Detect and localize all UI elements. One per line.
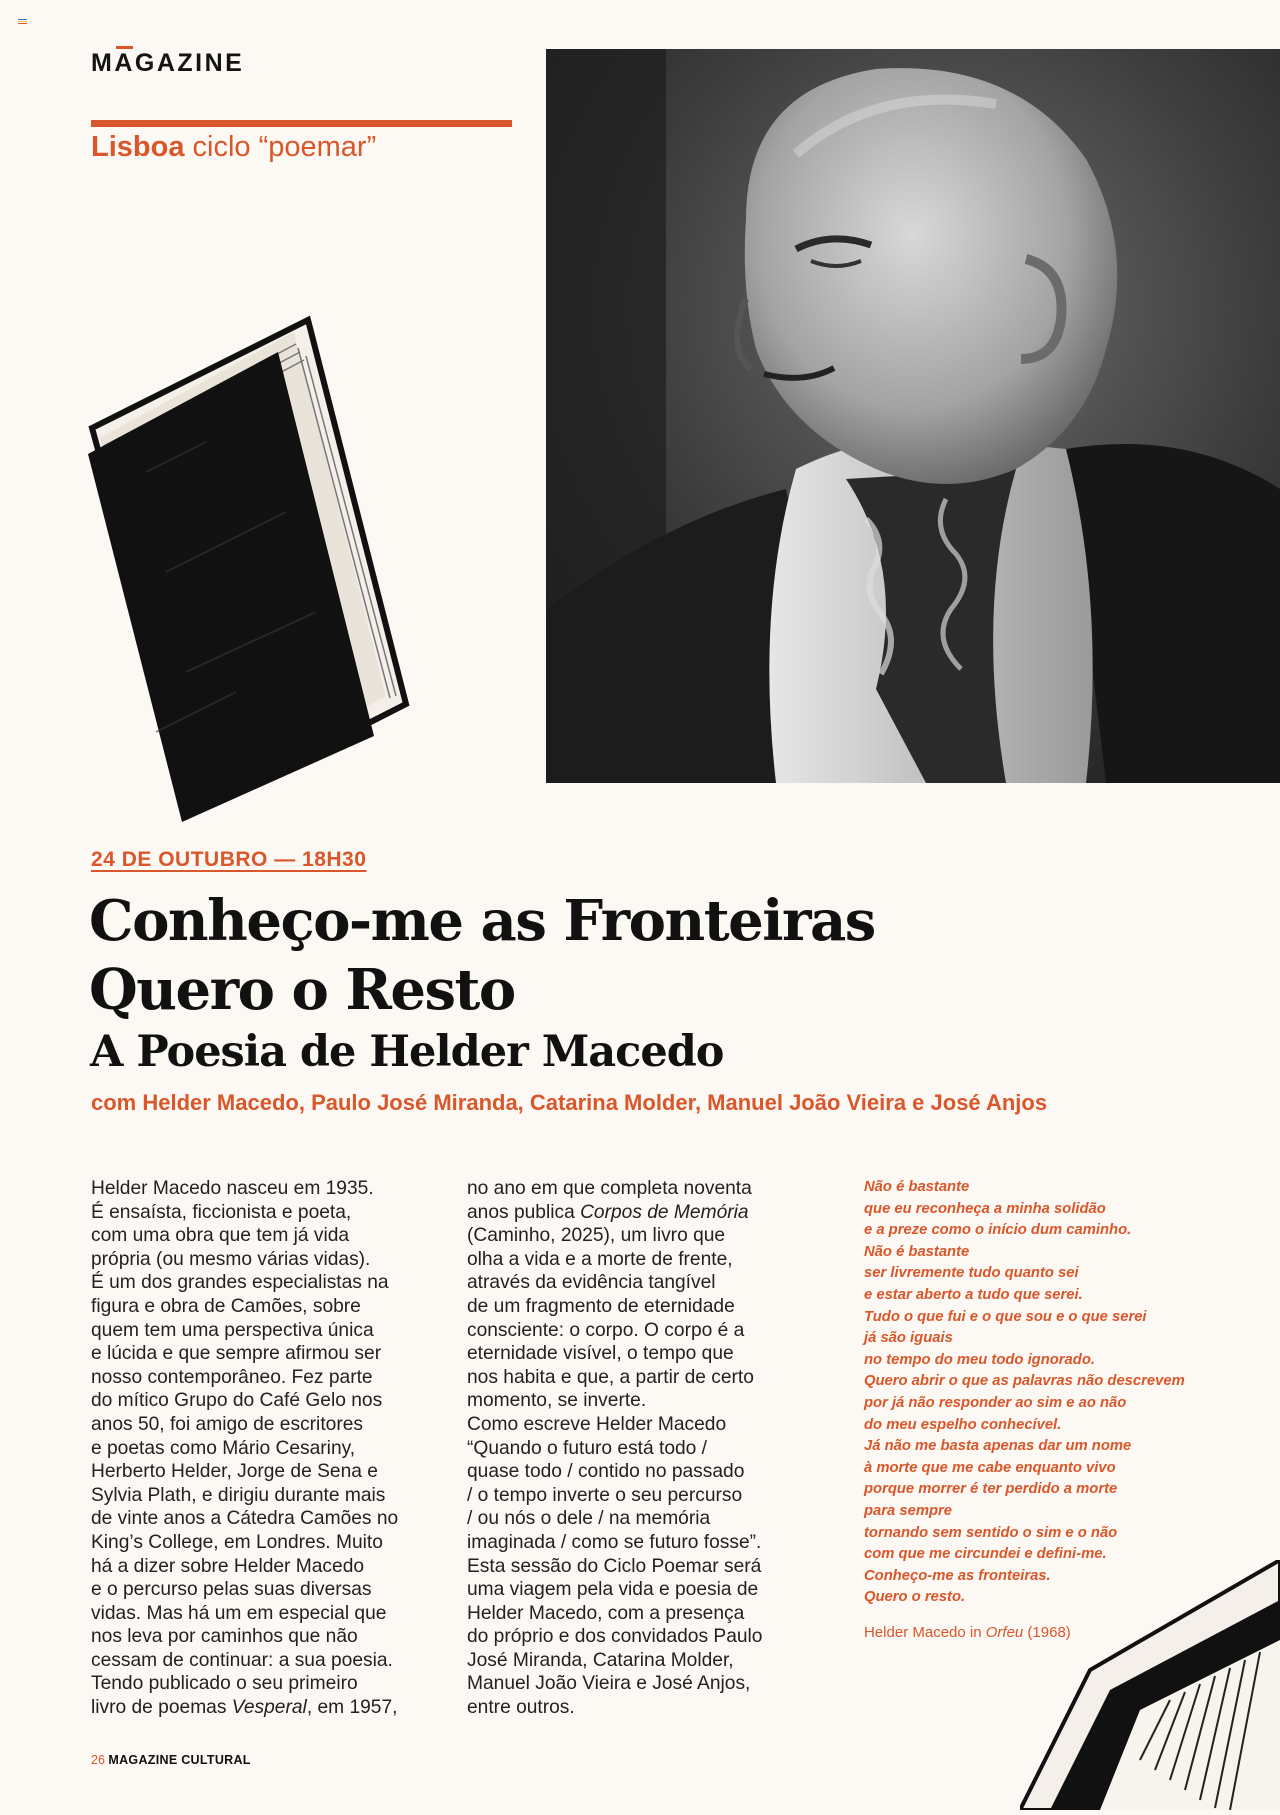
body-line: figura e obra de Camões, sobre — [91, 1295, 361, 1317]
kicker-rule — [91, 120, 512, 127]
body-line: imaginada / como se futuro fosse”. — [467, 1531, 762, 1553]
poem-line: ser livremente tudo quanto sei — [864, 1265, 1079, 1282]
book-illustration — [86, 312, 422, 822]
body-line: nos leva por caminhos que não — [91, 1626, 358, 1648]
poem-line: para sempre — [864, 1502, 953, 1519]
body-line: quem tem uma perspectiva única — [91, 1319, 374, 1341]
body-line: uma viagem pela vida e poesia de — [467, 1579, 759, 1601]
book-icon — [86, 312, 422, 822]
body-line: e poetas como Mário Cesariny, — [91, 1437, 356, 1459]
kicker-cycle: ciclo “poemar” — [192, 131, 377, 163]
flag-icon — [18, 19, 27, 24]
body-line: “Quando o futuro está todo / — [467, 1437, 708, 1459]
body-line: King’s College, em Londres. Muito — [91, 1531, 383, 1553]
body-line: Sylvia Plath, e dirigiu durante mais — [91, 1484, 386, 1506]
body-line: de vinte anos a Cátedra Camões no — [91, 1508, 399, 1530]
body-line: (Caminho, 2025), um livro que — [467, 1225, 726, 1247]
poem-line: à morte que me cabe enquanto vivo — [864, 1459, 1116, 1476]
portrait-photo — [546, 49, 1280, 783]
body-line: há a dizer sobre Helder Macedo — [91, 1555, 365, 1577]
footer-magazine-name: MAGAZINE CULTURAL — [108, 1753, 251, 1767]
body-line: / o tempo inverte o seu percurso — [467, 1484, 743, 1506]
poem-line: no tempo do meu todo ignorado. — [864, 1351, 1095, 1368]
body-line: Herberto Helder, Jorge de Sena e — [91, 1461, 378, 1483]
event-title-line-2: Quero o Resto — [89, 957, 515, 1023]
body-line: momento, se inverte. — [467, 1390, 647, 1412]
body-line: quase todo / contido no passado — [467, 1461, 745, 1483]
event-date: 24 DE OUTUBRO — 18H30 — [91, 848, 367, 871]
poem-credit: Helder Macedo in Orfeu (1968) — [864, 1624, 1071, 1641]
body-line: anos 50, foi amigo de escritores — [91, 1413, 363, 1435]
poem-line: Quero abrir o que as palavras não descrevem — [864, 1373, 1185, 1390]
body-line: Tendo publicado o seu primeiro — [91, 1673, 358, 1695]
body-column-2 — [467, 1177, 817, 1720]
body-line: eternidade visível, o tempo que — [467, 1343, 734, 1365]
body-line: olha a vida e a morte de frente, — [467, 1248, 733, 1270]
poem-line: porque morrer é ter perdido a morte — [864, 1481, 1118, 1498]
body-line: nosso contemporâneo. Fez parte — [91, 1366, 373, 1388]
open-book-illustration — [1020, 1560, 1280, 1810]
poem-line: e a preze como o início dum caminho. — [864, 1222, 1132, 1239]
body-line: Helder Macedo, com a presença — [467, 1602, 745, 1624]
body-line: através da evidência tangível — [467, 1272, 716, 1294]
poem-line: já são iguais — [864, 1330, 953, 1347]
magazine-logo: MAGAZINE — [91, 49, 245, 77]
body-line: e lúcida e que sempre afirmou ser — [91, 1343, 382, 1365]
body-line: entre outros. — [467, 1697, 575, 1719]
poem-line: Não é bastante — [864, 1179, 970, 1195]
body-line: consciente: o corpo. O corpo é a — [467, 1319, 745, 1341]
poem-line: que eu reconheça a minha solidão — [864, 1200, 1106, 1217]
open-book-icon — [1020, 1560, 1280, 1810]
poem-line: Não é bastante — [864, 1243, 970, 1260]
body-column-1 — [91, 1177, 441, 1720]
body-line: nos habita e que, a partir de certo — [467, 1366, 754, 1388]
body-line: e o percurso pelas suas diversas — [91, 1579, 372, 1601]
body-line: Helder Macedo nasceu em 1935. — [91, 1178, 374, 1199]
poem-line: e estar aberto a tudo que serei. — [864, 1286, 1083, 1303]
body-line: vidas. Mas há um em especial que — [91, 1602, 387, 1624]
poem-line: com que me circundei e defini-me. — [864, 1546, 1107, 1563]
body-line: É um dos grandes especialistas na — [91, 1272, 389, 1294]
body-line: José Miranda, Catarina Molder, — [467, 1649, 734, 1671]
poem-line: Quero o resto. — [864, 1589, 966, 1606]
event-guests: com Helder Macedo, Paulo José Miranda, Catarina Molder, Manuel João Vieira e José Anjos — [91, 1090, 1048, 1115]
poem-line: do meu espelho conhecível. — [864, 1416, 1062, 1433]
body-line: no ano em que completa noventa — [467, 1178, 752, 1199]
body-line: com uma obra que tem já vida — [91, 1225, 350, 1247]
page-footer — [91, 1753, 251, 1767]
body-line: Como escreve Helder Macedo — [467, 1413, 727, 1435]
page-number: 26 — [91, 1753, 105, 1767]
section-kicker — [91, 131, 376, 164]
body-line: É ensaísta, ficcionista e poeta, — [91, 1201, 352, 1223]
body-line: cessam de continuar: a sua poesia. — [91, 1649, 393, 1671]
event-subtitle: A Poesia de Helder Macedo — [90, 1027, 724, 1077]
body-line: de um fragmento de eternidade — [467, 1295, 735, 1317]
body-line: anos publica Corpos de Memória — [467, 1201, 749, 1223]
poem-line: tornando sem sentido o sim e o não — [864, 1524, 1118, 1541]
body-line: livro de poemas Vesperal, em 1957, — [91, 1697, 398, 1719]
body-line: do próprio e dos convidados Paulo — [467, 1626, 763, 1648]
poem-line: Já não me basta apenas dar um nome — [864, 1438, 1132, 1455]
poem-line: Conheço-me as fronteiras. — [864, 1567, 1051, 1584]
poem-line: Tudo o que fui e o que sou e o que serei — [864, 1308, 1147, 1325]
body-line: própria (ou mesmo várias vidas). — [91, 1248, 371, 1270]
body-line: / ou nós o dele / na memória — [467, 1508, 711, 1530]
poem — [864, 1177, 1234, 1609]
kicker-city: Lisboa — [91, 131, 185, 163]
body-line: do mítico Grupo do Café Gelo nos — [91, 1390, 383, 1412]
body-line: Manuel João Vieira e José Anjos, — [467, 1673, 751, 1695]
portrait-illustration — [546, 49, 1280, 783]
poem-line: por já não responder ao sim e ao não — [864, 1394, 1127, 1411]
event-title-line-1: Conheço-me as Fronteiras — [89, 888, 875, 954]
body-line: Esta sessão do Ciclo Poemar será — [467, 1555, 762, 1577]
